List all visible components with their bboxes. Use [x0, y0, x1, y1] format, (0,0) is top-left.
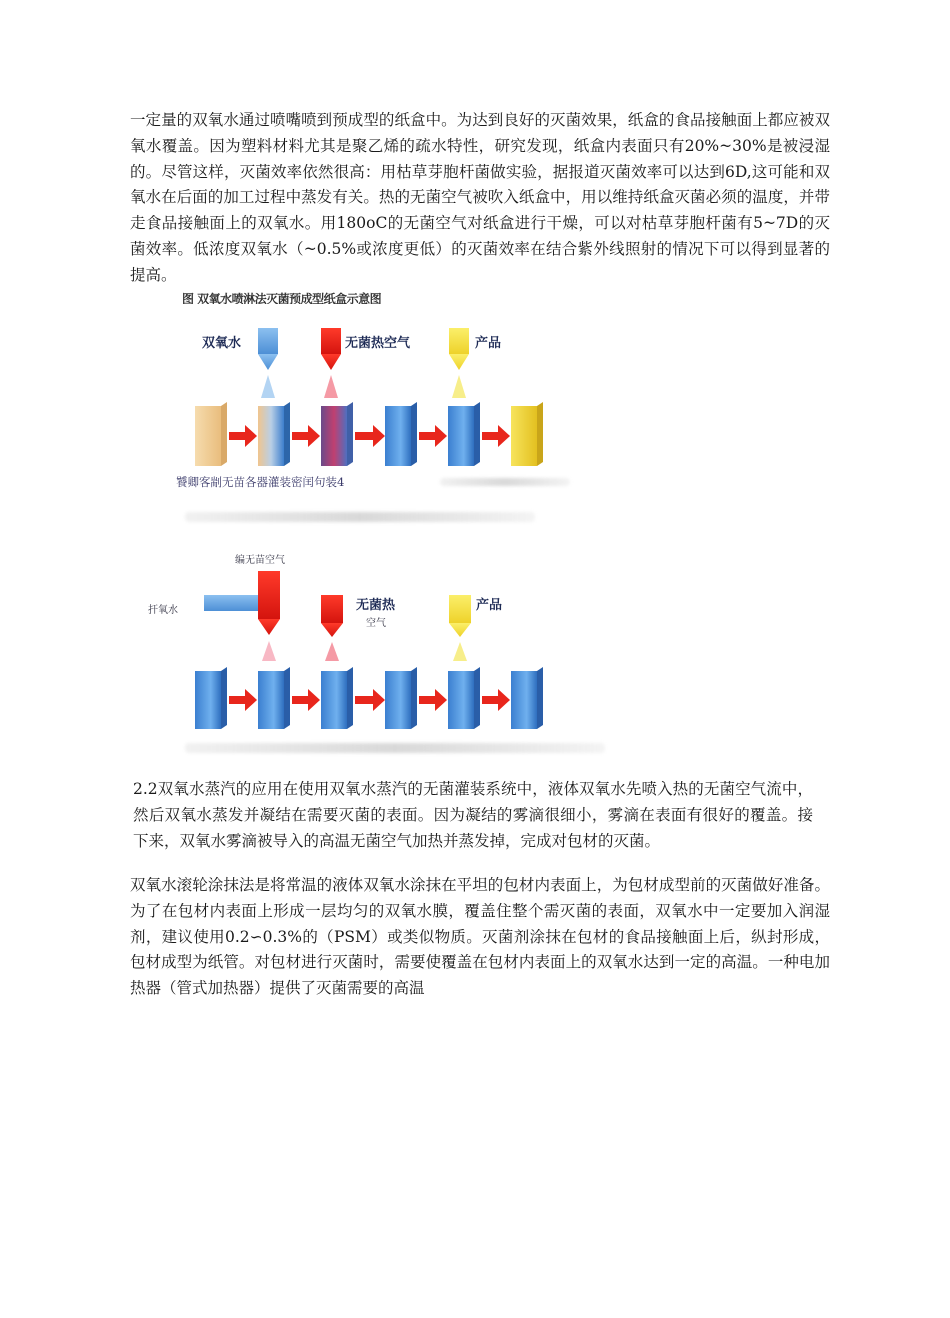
label-sterile-hot-air: 无菌热空气 [345, 336, 411, 351]
label-product: 产品 [476, 598, 503, 613]
figure-vapor-sterilization [140, 545, 620, 760]
label-h2o2: 双氧水 [202, 336, 242, 351]
nozzle-h2o2 [258, 328, 278, 398]
blurred-text-line [185, 512, 535, 522]
figure2-diagram [140, 545, 620, 760]
nozzle-product [449, 328, 469, 398]
nozzle-hot-air [321, 595, 343, 661]
label-air: 空气 [366, 618, 386, 629]
label-product: 产品 [475, 336, 502, 351]
label-sterile-heat: 无菌热 [356, 598, 396, 613]
paragraph-h2o2-spray: 一定量的双氧水通过喷嘴喷到预成型的纸盒中。为达到良好的灭菌效果，纸盒的食品接触面上都应被双氧水覆盖。因为塑料材料尤其是聚乙烯的疏水特性，研究发现，纸盒内表面只有20%~30%是被浸湿的。尽管这样，灭菌效率依然很高：用枯草芽胞杆菌做实验，据报道灭菌效率可以达到6D,这可能和双氧水在后面的加工过程中蒸发有关。热的无菌空气被吹入纸盒中，用以维持纸盒灭菌必须的温度，并带走食品接触面上的双氧水。用180oC的无菌空气对纸盒进行干燥，可以对枯草芽胞杆菌有5~7D的灭菌效率。低浓度双氧水（~0.5%或浓度更低）的灭菌效率在结合紫外线照射的情况下可以得到显著的提高。 [130, 111, 830, 284]
paragraph-h2o2-vapor: 2.2双氧水蒸汽的应用在使用双氧水蒸汽的无菌灌装系统中，液体双氧水先喷入热的无菌空气流中，然后双氧水蒸发并凝结在需要灭菌的表面。因为凝结的雾滴很细小，雾滴在表面有很好的覆盖。接下来，双氧水雾滴被导入的高温无菌空气加热并蒸发掉，完成对包材的灭菌。 [133, 780, 813, 850]
pipe-h2o2 [204, 595, 259, 611]
nozzle-hot-air [321, 328, 341, 398]
label-h2o2: 扞氧水 [148, 605, 178, 616]
paragraph-roller-coating: 双氧水滚轮涂抹法是将常温的液体双氧水涂抹在平坦的包材内表面上，为包材成型前的灭菌做好准备。为了在包材内表面上形成一层均匀的双氧水膜，覆盖住整个需灭菌的表面，双氧水中一定要加入润湿剂，建议使用0.2∽0.3%的（PSM）或类似物质。灭菌剂涂抹在包材的食品接触面上后，纵封形成，包材成型为纸管。对包材进行灭菌时，需要使覆盖在包材内表面上的双氧水达到一定的高温。一种电加热器（管式加热器）提供了灭菌需要的高温 [130, 876, 830, 998]
figure1-garbled-caption: 图 双氧水喷淋法灭菌预成型纸盒示意图 [182, 292, 382, 304]
label-sterile-air: 编无苗空气 [235, 555, 285, 566]
blurred-text-line [185, 743, 605, 753]
nozzle-mixing [258, 571, 280, 661]
figure1-caption: 饕卿客剬无苗各器灌装密闰句装4 [176, 475, 345, 489]
nozzle-product [449, 595, 471, 661]
figure-spray-sterilization [140, 300, 620, 530]
blurred-text-line [440, 478, 570, 486]
